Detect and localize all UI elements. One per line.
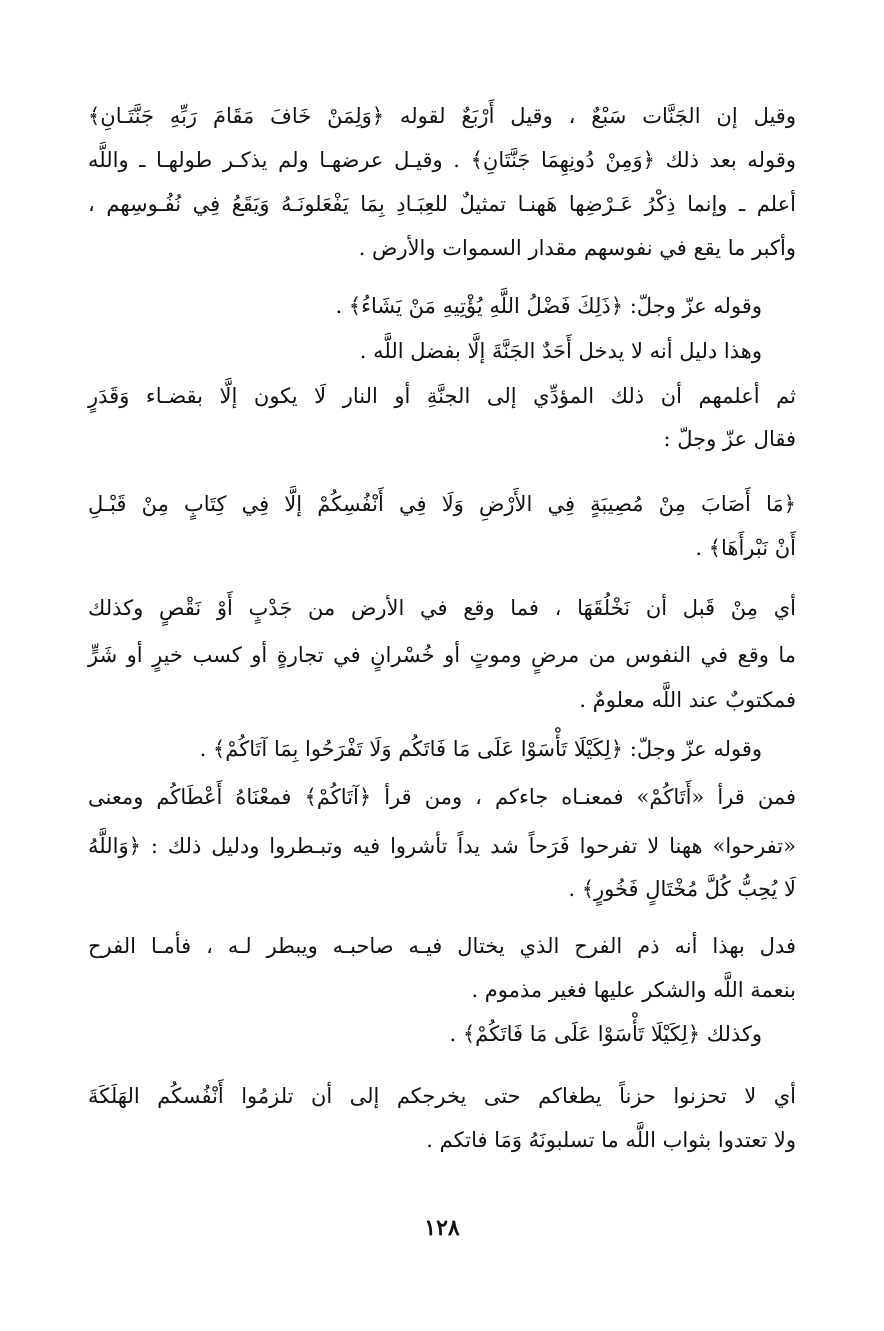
text-line: أعلم ـ وإنما ذِكْرُ عَـرْضِها هَهنـا تمثيلٌ للعِبَـادِ بِمَا يَفْعَلونَـهُ وَيَقَعُ فِي نُفُـوسِهم ، xyxy=(88,192,796,216)
text-line: ما وقع في النفوس من مرضٍ وموتٍ أو خُسْرانٍ في تجارةٍ أو كسب خيرٍ أو شَرٍّ xyxy=(88,643,796,667)
text-line: وقوله عزّ وجلّ: ﴿ذَلِكَ فَضْلُ اللَّهِ يُؤْتِيهِ مَنْ يَشَاءُ﴾ . xyxy=(335,294,762,318)
text-line: «تفرحوا» ههنا لا تفرحوا فَرَحاً شد يداً تأشروا فيه وتبـطروا ودليل ذلك : ﴿وَاللَّهُ xyxy=(88,834,796,858)
quran-verse-line: أَنْ نَبْرأَهَا﴾ . xyxy=(695,536,796,560)
text-line: وأكبر ما يقع في نفوسهم مقدار السموات والأرض . xyxy=(358,236,796,260)
quran-verse-line: ﴿مَا أَصَابَ مِنْ مُصِيبَةٍ فِي الأَرْضِ وَلَا فِي أَنْفُسِكُمْ إلَّا فِي كِتَابٍ مِنْ قَبْـلِ xyxy=(88,492,796,516)
text-line: وكذلك ﴿لِكَيْلَا تَأْسَوْا عَلَى مَا فَاتَكُمْ﴾ . xyxy=(449,1022,762,1046)
text-line: فمكتوبٌ عند اللَّه معلومٌ . xyxy=(579,688,796,712)
page-number: ١٢٨ xyxy=(424,1215,460,1241)
text-line: فقال عزّ وجلّ : xyxy=(663,427,796,451)
text-line: ولا تعتدوا بثواب اللَّه ما تسلبونَهُ وَمَا فاتكم . xyxy=(426,1128,796,1152)
text-line: وقوله عزّ وجلّ: ﴿لِكَيْلَا تَأْسَوْا عَلَى مَا فَاتَكُم وَلَا تَفْرَحُوا بِمَا آتَاكُمْ﴾ . xyxy=(199,737,762,761)
text-line: لَا يُحِبُّ كُلَّ مُخْتَالٍ فَخُورٍ﴾ . xyxy=(568,877,796,901)
text-line: فمن قرأ «أَتَاكُمْ» فمعنـاه جاءكم ، ومن قرأ ﴿آتَاكُمْ﴾ فمعْنَاهُ أَعْطَاكُم ومعنى xyxy=(88,785,796,809)
text-line: ثم أعلمهم أن ذلك المؤدِّي إلى الجنَّةِ أو النار لَا يكون إلَّا بقضـاء وَقَدَرٍ xyxy=(88,384,796,408)
text-line: أي مِنْ قَبل أن نَخْلُقَهَا ، فما وقع في الأرض من جَدْبٍ أَوْ نَقْصٍ وكذلك xyxy=(88,596,796,620)
text-line: وهذا دليل أنه لا يدخل أَحَدٌ الجَنَّةَ إلَّا بفضل اللَّه . xyxy=(359,339,762,363)
text-line: فدل بهذا أنه ذم الفرح الذي يختال فيـه صاحبـه ويبطر لـه ، فأمـا الفرح xyxy=(88,934,796,958)
text-line: وقيل إن الجَنَّات سَبْعٌ ، وقيل أَرْبَعٌ لقوله ﴿وَلِمَنْ خَافَ مَقَامَ رَبِّهِ جَنَّتَـانِ﴾ xyxy=(88,104,796,128)
text-line: بنعمة اللَّه والشكر عليها فغير مذموم . xyxy=(471,978,796,1002)
text-line: أي لا تحزنوا حزناً يطغاكم حتى يخرجكم إلى أن تلزمُوا أَنْفُسكُم الهَلَكَةَ xyxy=(88,1084,796,1108)
text-line: وقوله بعد ذلك ﴿وَمِنْ دُونِهِمَا جَنَّتَانِ﴾ . وقيـل عرضهـا ولم يذكـر طولهـا ـ واللَّه xyxy=(88,148,796,172)
